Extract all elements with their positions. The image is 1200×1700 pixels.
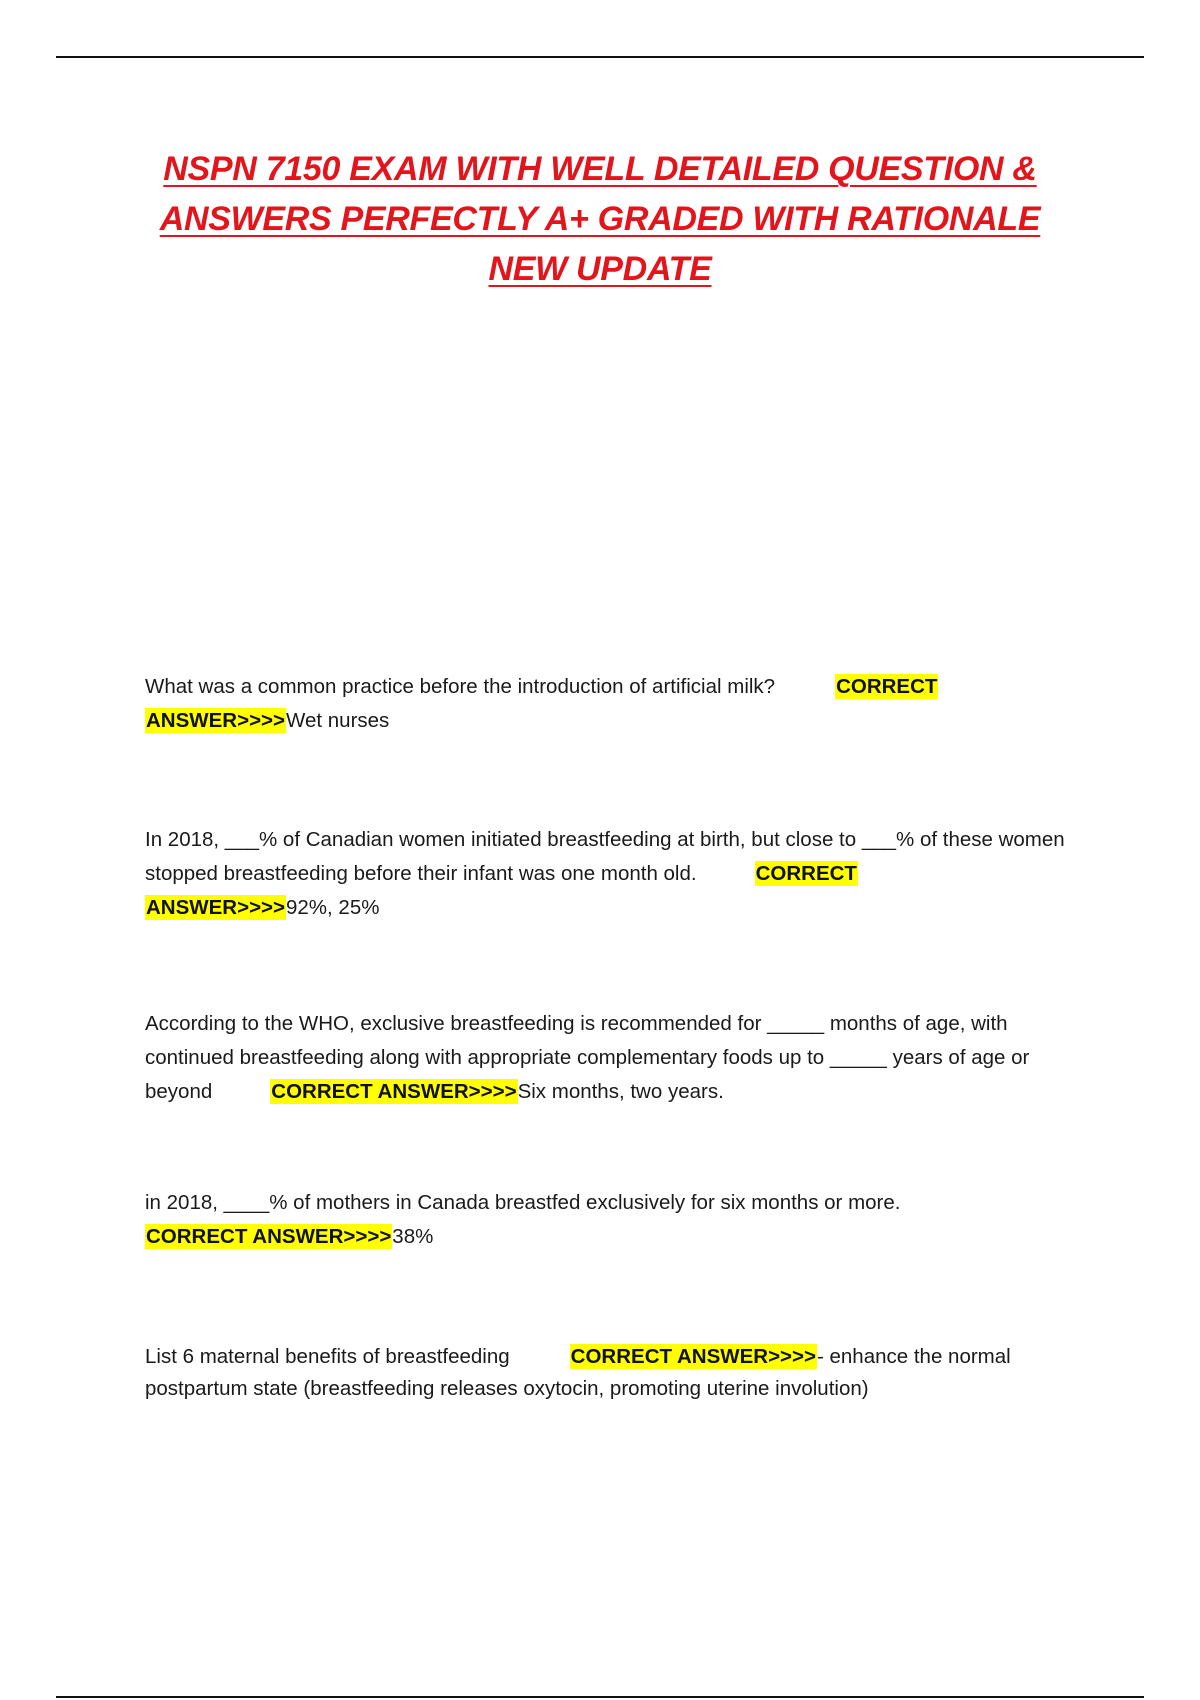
answer-text: Wet nurses (286, 709, 390, 732)
title-line-2: ANSWERS PERFECTLY A+ GRADED WITH RATIONALE (159, 200, 1041, 238)
answer-text: Six months, two years. (517, 1080, 724, 1103)
answer-text: - enhance the normal postpartum state (breastfeeding releases oxytocin, promoting uterine involution) (145, 1345, 1011, 1400)
answer-text: 92%, 25% (286, 896, 380, 919)
qa-item (145, 1186, 1090, 1254)
top-rule (56, 56, 1144, 58)
answer-label: CORRECT ANSWER>>>> (146, 1225, 392, 1248)
title-line-1: NSPN 7150 EXAM WITH WELL DETAILED QUESTION & (163, 150, 1037, 188)
qa-item (145, 1007, 1090, 1109)
qa-item (145, 1341, 1090, 1405)
answer-label: ANSWER>>>> (146, 709, 285, 732)
qa-item (145, 823, 1090, 925)
answer-label: CORRECT (755, 862, 857, 885)
answer-label: ANSWER>>>> (146, 896, 285, 919)
qa-item (145, 670, 1090, 738)
question-text: According to the WHO, exclusive breastfeeding is recommended for _____ months of age, with continued breastfeeding along with appropriate complementary foods up to _____ years of age or beyond (145, 1012, 1030, 1103)
answer-label: CORRECT ANSWER>>>> (570, 1345, 816, 1368)
title-line-3: NEW UPDATE (488, 250, 712, 288)
answer-text: 38% (392, 1225, 434, 1248)
question-text: List 6 maternal benefits of breastfeeding (145, 1345, 510, 1368)
question-text: What was a common practice before the introduction of artificial milk? (145, 675, 776, 698)
answer-label: CORRECT (836, 675, 938, 698)
question-text: in 2018, ____% of mothers in Canada breastfed exclusively for six months or more. (145, 1191, 901, 1214)
bottom-rule (56, 1696, 1144, 1698)
question-text: In 2018, ___% of Canadian women initiated breastfeeding at birth, but close to ___% of these women stopped breastfeeding before their infant was one month old. (145, 828, 1065, 885)
answer-label: CORRECT ANSWER>>>> (271, 1080, 517, 1103)
document-title (150, 144, 1050, 294)
